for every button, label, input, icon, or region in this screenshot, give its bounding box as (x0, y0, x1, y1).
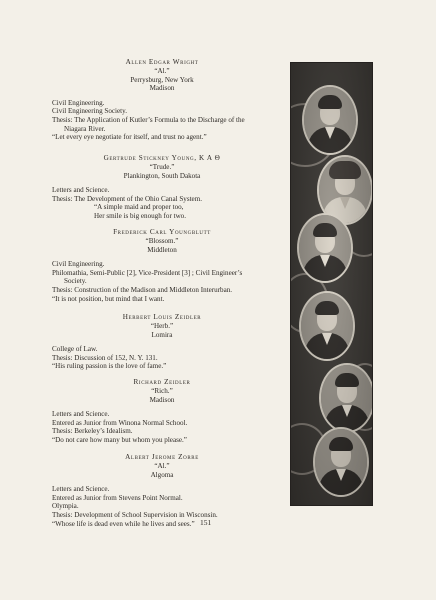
detail-line: Thesis: Discussion of 152, N. Y. 131. (52, 353, 158, 362)
student-nickname: “Trude.” (149, 163, 175, 172)
detail-line: Thesis: Construction of the Madison and Middleton Interurban. (52, 286, 233, 295)
detail-line: Letters and Science. (52, 485, 110, 494)
detail-line: Society. (64, 277, 87, 286)
student-hometown: Middleton (147, 245, 177, 254)
student-nickname: “Herb.” (150, 322, 174, 331)
detail-line: “Whose life is dead even while he lives and sees.” (52, 519, 195, 528)
detail-line: “A simple maid and proper too, (94, 203, 184, 212)
detail-line: “His ruling passion is the love of fame.” (52, 362, 167, 371)
entry (52, 228, 284, 303)
detail-line: “Let every eye negotiate for itself, and trust no agent.” (52, 133, 207, 142)
student-nickname: “Al.” (154, 67, 170, 76)
student-nickname: “Rich.” (151, 387, 173, 396)
portrait-photo (299, 291, 355, 361)
student-name: Richard Zeidler (133, 378, 191, 386)
student-name: Albert Jerome Zorre (125, 453, 199, 461)
detail-line: “It is not position, but mind that I want. (52, 294, 165, 303)
entry (52, 453, 284, 528)
portrait-photo (297, 213, 353, 283)
entry (52, 313, 284, 371)
detail-line: Civil Engineering. (52, 260, 105, 269)
detail-line: Thesis: Berkeley’s Idealism. (52, 427, 133, 436)
portrait-photo (313, 427, 369, 497)
detail-line: Olympia. (52, 502, 79, 511)
detail-line: Civil Engineering. (52, 98, 105, 107)
student-hometown: Plankington, South Dakota (123, 171, 201, 180)
student-nickname: “Al.” (154, 462, 170, 471)
student-name: Herbert Louis Zeidler (122, 313, 202, 321)
entry (52, 58, 284, 142)
detail-line: Letters and Science. (52, 186, 110, 195)
student-school: Madison (149, 84, 175, 93)
student-hometown: Algoma (150, 470, 174, 479)
detail-line: Civil Engineering Society. (52, 107, 127, 116)
detail-line: Thesis: Development of School Supervision in Wisconsin. (52, 511, 218, 520)
student-hometown: Lomira (151, 330, 173, 339)
student-hometown: Perrysburg, New York (130, 75, 194, 84)
detail-line: College of Law. (52, 345, 98, 354)
page-number: 151 (200, 518, 212, 527)
detail-line: Entered as Junior from Winona Normal School. (52, 418, 188, 427)
entry (52, 378, 284, 445)
student-nickname: “Blossom.” (145, 237, 179, 246)
detail-line: Entered as Junior from Stevens Point Normal. (52, 493, 183, 502)
entry (52, 154, 284, 221)
detail-line: Thesis: The Development of the Ohio Canal System. (52, 194, 202, 203)
portrait-photo (319, 363, 373, 433)
portrait-photo (302, 85, 358, 155)
detail-line: Thesis: The Application of Kutler’s Formula to the Discharge of the (52, 116, 245, 125)
student-hometown: Madison (149, 395, 175, 404)
detail-line: Philomathia, Semi-Public [2], Vice-President [3] ; Civil Engineer’s (52, 268, 243, 277)
detail-line: Niagara River. (64, 124, 106, 133)
student-name: Gertrude Stickney Young, K A Θ (103, 154, 221, 162)
student-name: Allen Edgar Wright (125, 58, 199, 66)
detail-line: Her smile is big enough for two. (94, 212, 187, 221)
detail-line: Letters and Science. (52, 410, 110, 419)
student-name: Frederick Carl Youngblutt (113, 228, 211, 236)
portrait-strip (290, 62, 373, 506)
detail-line: “Do not care how many but whom you please.” (52, 436, 187, 445)
